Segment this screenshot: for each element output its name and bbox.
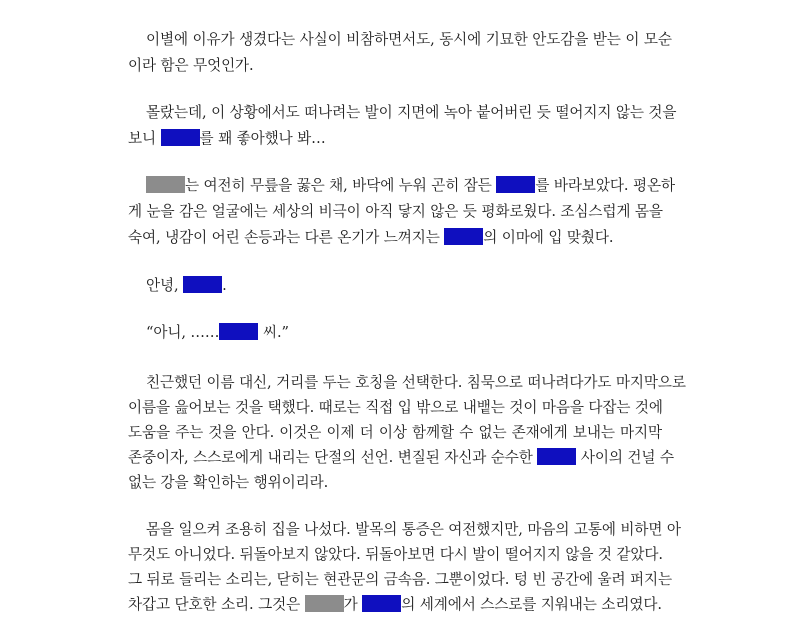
text-run: 도움을 주는 것을 안다. 이것은 이제 더 이상 함께할 수 없는 존재에게 보내는 마지막 [128,424,662,441]
text-run: 이별에 이유가 생겼다는 사실이 비참하면서도, 동시에 기묘한 안도감을 받는 이 모순 [146,31,672,48]
redacted-name-blue [362,595,401,612]
redacted-name-blue [537,448,576,465]
redacted-name-gray [146,176,185,193]
paragraph-6-line-4 [128,448,674,470]
text-run: 를 바라보았다. 평온하 [535,177,675,194]
redacted-name-blue [444,228,483,245]
text-run: 의 이마에 입 맞췄다. [483,229,614,246]
text-run: 몰랐는데, 이 상황에서도 떠나려는 발이 지면에 녹아 붙어버린 듯 떨어지지 않는 것을 [146,104,677,121]
text-run: 이라 함은 무엇인가. [128,57,254,74]
redacted-name-blue [219,323,258,340]
paragraph-6-line-2 [128,398,662,420]
text-run: 가 [343,596,363,613]
paragraph-6-line-1 [146,373,686,395]
text-run: 안녕, [146,277,184,294]
paragraph-7-line-4 [128,595,688,617]
text-run: 게 눈을 감은 얼굴에는 세상의 비극이 아직 닿지 않은 듯 평화로웠다. 조심스럽게 몸을 [128,203,663,220]
text-run: 의 세계에서 스스로를 지워내는 소리였다. [401,596,662,613]
paragraph-6-line-5 [128,473,688,495]
text-run: 무것도 아니었다. 뒤돌아보지 않았다. 뒤돌아보면 다시 발이 떨어지지 않을 것 같았다. [128,546,663,563]
redacted-name-blue [183,276,222,293]
paragraph-3-line-3 [128,228,688,250]
text-run: 없는 강을 확인하는 행위이리라. [128,474,329,491]
paragraph-5-line-1 [146,323,706,345]
paragraph-3-line-1 [146,176,675,198]
text-run: “아니, …… [146,324,220,341]
paragraph-7-line-3 [128,570,673,592]
paragraph-3-line-2 [128,202,662,224]
text-run: 친근했던 이름 대신, 거리를 두는 호칭을 선택한다. 침묵으로 떠나려다가도 마지막으로 [146,374,686,391]
paragraph-1-line-2 [128,56,688,78]
text-run: 를 꽤 좋아했나 봐… [199,130,326,147]
text-run: 이름을 읊어보는 것을 택했다. 때로는 직접 입 밖으로 내뱉는 것이 마음을 다잡는 것에 [128,399,663,416]
text-run: 씨.” [258,324,289,341]
text-run: 숙여, 냉감이 어린 손등과는 다른 온기가 느껴지는 [128,229,445,246]
text-run: 그 뒤로 들리는 소리는, 닫히는 현관문의 금속음. 그뿐이었다. 텅 빈 공간에 울려 퍼지는 [128,571,673,588]
text-run: 보니 [128,130,161,147]
text-run: 사이의 건널 수 [576,449,674,466]
redacted-name-blue [496,176,535,193]
text-run: 몸을 일으켜 조용히 집을 나섰다. 발목의 통증은 여전했지만, 마음의 고통에 비하면 아 [146,521,681,538]
paragraph-7-line-1 [146,520,681,542]
text-run: 존중이자, 스스로에게 내리는 단절의 선언. 변질된 자신과 순수한 [128,449,538,466]
text-run: 차갑고 단호한 소리. 그것은 [128,596,305,613]
paragraph-7-line-2 [128,545,662,567]
paragraph-4-line-1 [146,276,706,298]
redacted-name-blue [161,129,200,146]
redacted-name-gray [305,595,344,612]
paragraph-2-line-2 [128,129,688,151]
paragraph-6-line-3 [128,423,662,445]
paragraph-1-line-1 [146,30,672,52]
text-run: 는 여전히 무릎을 꿇은 채, 바닥에 누워 곤히 잠든 [185,177,497,194]
text-run: . [222,277,227,294]
paragraph-2-line-1 [146,103,677,125]
